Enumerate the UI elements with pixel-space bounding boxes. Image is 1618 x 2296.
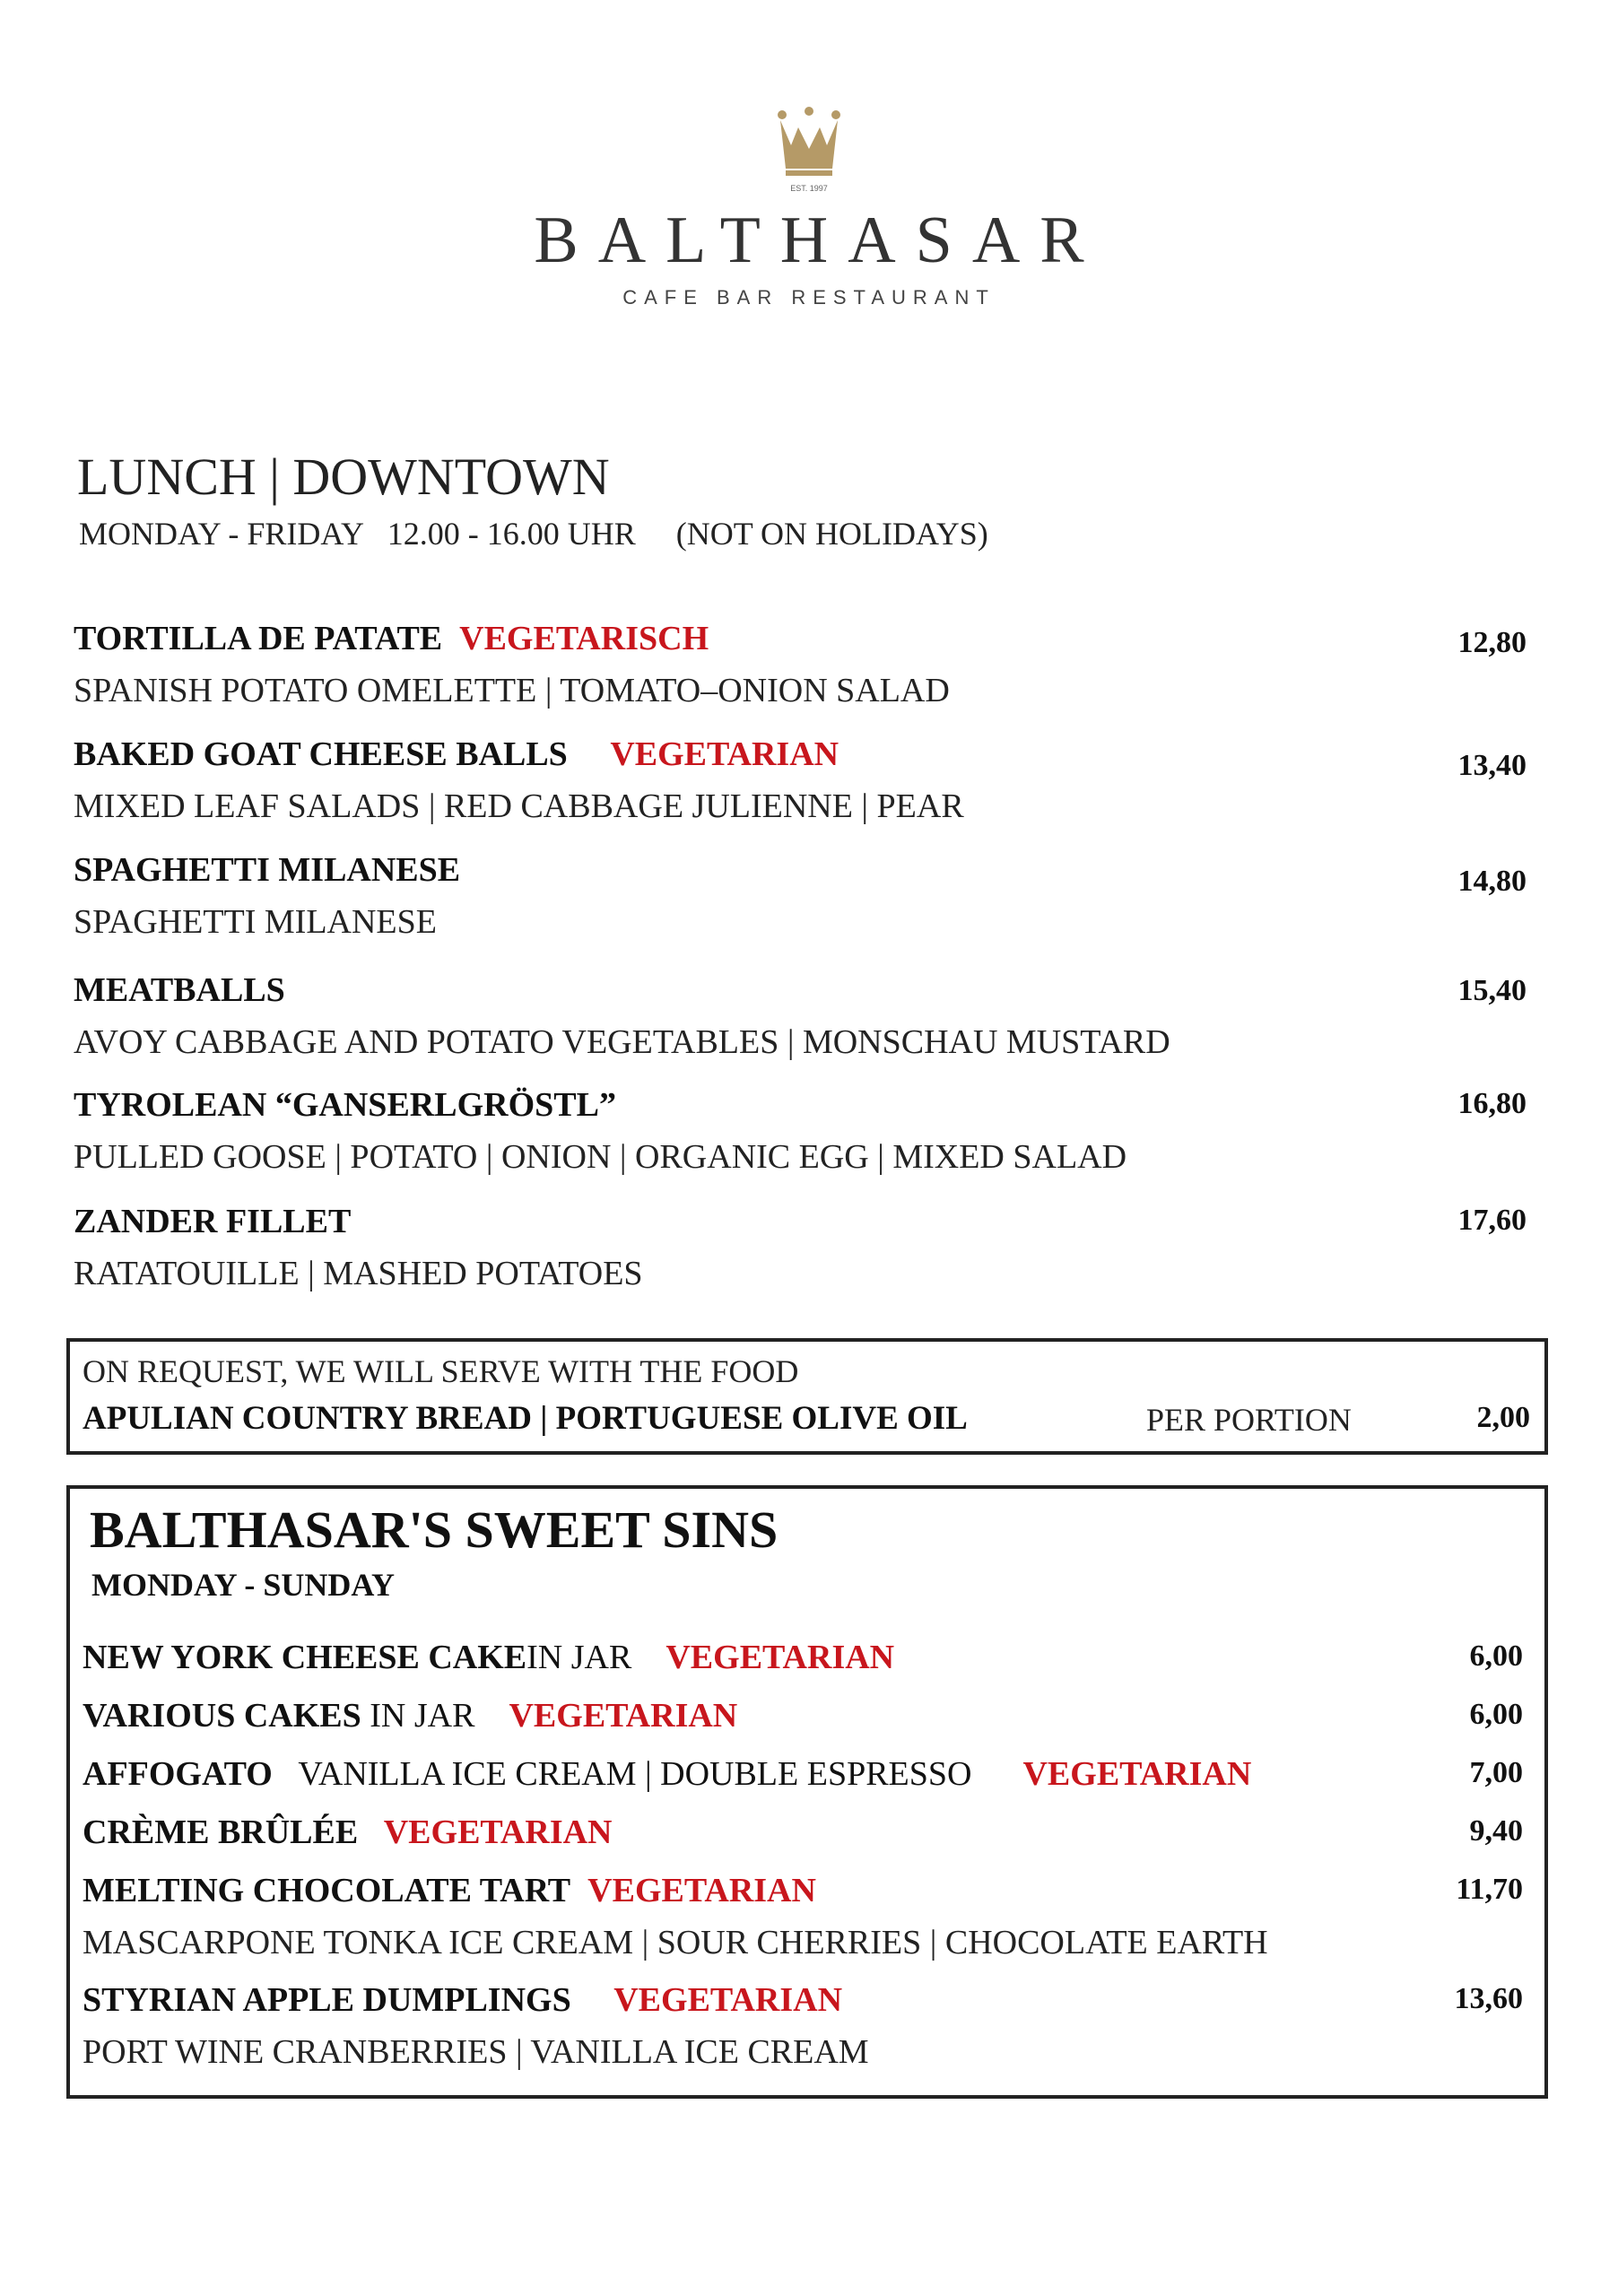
menu-item	[74, 850, 1527, 942]
item-price: 17,60	[1457, 1204, 1527, 1237]
dessert-item	[83, 1871, 1523, 1962]
item-name: MEATBALLS	[74, 971, 285, 1009]
sweet-sins-title: BALTHASAR'S SWEET SINS	[90, 1500, 779, 1559]
item-price: 6,00	[1469, 1698, 1523, 1731]
item-price: 14,80	[1457, 865, 1527, 898]
vegetarian-tag: VEGETARIAN	[610, 735, 839, 773]
vegetarian-tag: VEGETARIAN	[665, 1639, 895, 1676]
item-name: TORTILLA DE PATATE	[74, 620, 443, 657]
item-price: 6,00	[1469, 1639, 1523, 1673]
item-price: 13,40	[1457, 749, 1527, 782]
item-description: PULLED GOOSE | POTATO | ONION | ORGANIC EGG | MIXED SALAD	[74, 1138, 1127, 1176]
item-name: VARIOUS CAKES	[83, 1697, 361, 1735]
item-extra: VANILLA ICE CREAM | DOUBLE ESPRESSO	[298, 1755, 972, 1793]
bread-name: APULIAN COUNTRY BREAD | PORTUGUESE OLIVE OIL	[83, 1400, 968, 1437]
menu-item	[74, 619, 1527, 710]
menu-item	[74, 970, 1527, 1062]
vegetarian-tag: VEGETARIAN	[383, 1813, 613, 1851]
menu-item	[74, 1202, 1527, 1293]
item-description: PORT WINE CRANBERRIES | VANILLA ICE CREAM	[83, 2033, 869, 2071]
brand-tagline: CAFE BAR RESTAURANT	[622, 286, 996, 309]
menu-item	[74, 735, 1527, 826]
item-price: 7,00	[1469, 1756, 1523, 1789]
lunch-title: LUNCH | DOWNTOWN	[77, 448, 610, 506]
item-name: AFFOGATO	[83, 1755, 273, 1793]
item-name: STYRIAN APPLE DUMPLINGS	[83, 1981, 571, 2019]
item-price: 13,60	[1454, 1982, 1523, 2015]
item-name-row	[83, 1638, 1523, 1677]
item-description: MIXED LEAF SALADS | RED CABBAGE JULIENNE | PEAR	[74, 787, 964, 825]
dessert-item	[83, 1638, 1523, 1677]
item-name-row	[83, 1871, 1523, 1910]
est-label: EST. 1997	[790, 184, 828, 193]
vegetarian-tag: VEGETARIAN	[1022, 1755, 1252, 1793]
item-price: 9,40	[1469, 1814, 1523, 1848]
item-name: TYROLEAN “GANSERLGRÖSTL”	[74, 1086, 616, 1124]
menu-item	[74, 1085, 1527, 1177]
item-name: CRÈME BRÛLÉE	[83, 1813, 359, 1851]
sweet-sins-days: MONDAY - SUNDAY	[91, 1567, 396, 1603]
vegetarian-tag: VEGETARIAN	[509, 1697, 738, 1735]
dessert-item	[83, 1980, 1523, 2072]
item-extra: IN JAR	[526, 1639, 632, 1676]
item-description: SPAGHETTI MILANESE	[74, 903, 437, 941]
bread-price: 2,00	[1476, 1401, 1530, 1434]
item-price: 16,80	[1457, 1087, 1527, 1120]
item-name-row	[83, 1754, 1523, 1794]
item-price: 12,80	[1457, 626, 1527, 659]
item-name: MELTING CHOCOLATE TART	[83, 1872, 571, 1909]
header	[0, 106, 1618, 309]
item-name-row	[74, 619, 1527, 658]
dessert-item	[83, 1754, 1523, 1794]
item-name: SPAGHETTI MILANESE	[74, 851, 461, 889]
dessert-item	[83, 1813, 1523, 1852]
lunch-hours: MONDAY - FRIDAY 12.00 - 16.00 UHR (NOT ON HOLIDAYS)	[79, 516, 988, 552]
dessert-item	[83, 1696, 1523, 1735]
item-extra: IN JAR	[370, 1697, 475, 1735]
item-description: RATATOUILLE | MASHED POTATOES	[74, 1255, 643, 1292]
bread-box	[66, 1338, 1548, 1455]
crown-logo-icon	[773, 106, 845, 196]
bread-note: ON REQUEST, WE WILL SERVE WITH THE FOOD	[83, 1353, 799, 1389]
item-description: MASCARPONE TONKA ICE CREAM | SOUR CHERRIES | CHOCOLATE EARTH	[83, 1924, 1268, 1961]
brand-name: BALTHASAR	[534, 204, 1104, 277]
bread-per-portion: PER PORTION	[1146, 1402, 1352, 1438]
item-name-row	[74, 735, 1527, 774]
vegetarian-tag: VEGETARIAN	[587, 1872, 816, 1909]
item-name-row	[83, 1696, 1523, 1735]
item-name-row	[83, 1813, 1523, 1852]
item-name: BAKED GOAT CHEESE BALLS	[74, 735, 568, 773]
item-price: 11,70	[1456, 1873, 1523, 1906]
item-name: ZANDER FILLET	[74, 1203, 352, 1240]
vegetarian-tag: VEGETARISCH	[459, 620, 709, 657]
vegetarian-tag: VEGETARIAN	[613, 1981, 843, 2019]
item-description: SPANISH POTATO OMELETTE | TOMATO–ONION SALAD	[74, 672, 950, 709]
item-name: NEW YORK CHEESE CAKE	[83, 1639, 527, 1676]
item-description: AVOY CABBAGE AND POTATO VEGETABLES | MONSCHAU MUSTARD	[74, 1023, 1170, 1061]
sweet-sins-box	[66, 1485, 1548, 2099]
item-price: 15,40	[1457, 974, 1527, 1007]
item-name-row	[83, 1980, 1523, 2020]
